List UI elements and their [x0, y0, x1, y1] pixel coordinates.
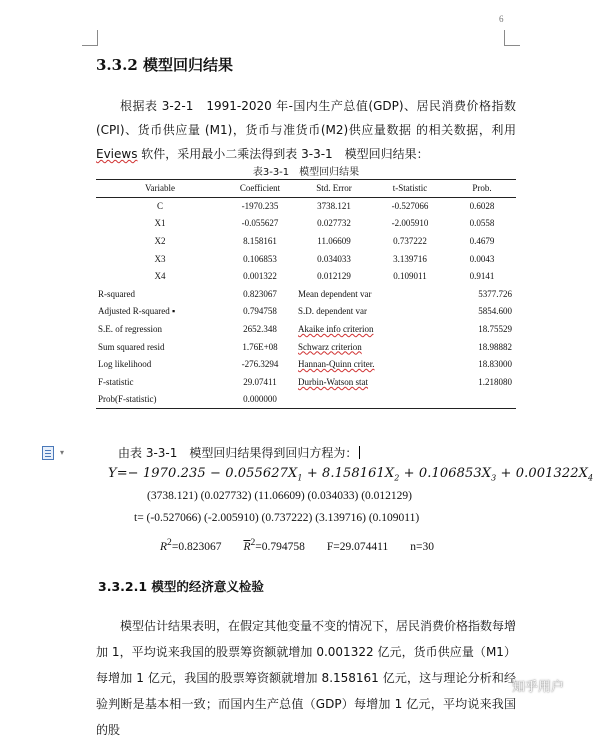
- stat-value: 0.794758: [243, 306, 277, 317]
- equation-intro[interactable]: [118, 444, 360, 461]
- eq-sub3: 3: [491, 473, 497, 483]
- cell-std-error: 11.06609: [317, 236, 351, 247]
- eq-term2: + 8.158161X: [302, 466, 395, 481]
- eq-y: Y: [108, 466, 117, 481]
- cell-variable: X4: [154, 271, 166, 282]
- cell-coefficient: -1970.235: [241, 201, 279, 212]
- equation-fit-stats: [160, 537, 434, 553]
- stat-value: 0.823067: [243, 288, 277, 299]
- stat-name-right: Durbin-Watson stat: [298, 376, 369, 387]
- eq-term4: + 0.001322X: [496, 466, 588, 481]
- cell-std-error: 3738.121: [317, 201, 351, 212]
- adj-r2-value: =0.794758: [255, 540, 305, 553]
- stat-value: 2652.348: [243, 324, 277, 335]
- table-row: [96, 250, 516, 268]
- cell-prob: 0.0558: [469, 218, 495, 229]
- stat-name-right: S.D. dependent var: [298, 306, 367, 317]
- adj-r2-label: $\overline{R}$: [243, 540, 251, 553]
- table-header-row: [96, 180, 516, 198]
- stat-value-right: 18.75529: [478, 324, 512, 335]
- header-prob: Prob.: [472, 183, 492, 194]
- table-row: [96, 267, 516, 285]
- eviews-word: Eviews: [96, 147, 138, 161]
- stat-name: Log likelihood: [98, 359, 152, 370]
- r2-label: R: [160, 540, 168, 553]
- stats-row: [96, 285, 516, 303]
- regression-equation: [108, 466, 593, 483]
- stat-name-right: Akaike info criterion: [298, 324, 374, 335]
- r2-value: =0.823067: [171, 540, 222, 553]
- subsection-heading: 3.3.2.1 模型的经济意义检验: [98, 579, 264, 594]
- stats-row: [96, 338, 516, 356]
- stats-row: [96, 373, 516, 391]
- watermark: 知乎用户: [512, 680, 565, 695]
- cell-std-error: 0.012129: [317, 271, 351, 282]
- stats-row: [96, 303, 516, 321]
- stat-name-right: Hannan-Quinn criter.: [298, 359, 375, 370]
- header-variable: Variable: [145, 183, 175, 194]
- stat-name: Sum squared resid: [98, 341, 165, 352]
- stat-name-right: Mean dependent var: [298, 288, 372, 299]
- header-t-statistic: t-Statistic: [392, 183, 428, 194]
- stat-value-right: 5377.726: [478, 288, 512, 299]
- table-title: 表3-3-1 模型回归结果: [252, 167, 360, 178]
- f-value: F=29.074411: [326, 540, 389, 553]
- stats-row: [96, 355, 516, 373]
- document-icon[interactable]: [42, 446, 54, 460]
- econ-paragraph[interactable]: 模型估计结果表明，在假定其他变量不变的情况下，居民消费价格指数每增加 1，平均说来我国的股票筹资额就增加 0.001322 亿元，货币供应量（M1）每增加 1 亿元，我国的股票筹资额就增加 8.158161 亿元，这与理论分析和经验判断是基本相一致；而国内生产总值（GDP）每增加 1 亿元，平均说来我国的股: [96, 619, 517, 737]
- stat-value: 1.76E+08: [242, 341, 278, 352]
- cell-coefficient: 8.158161: [243, 236, 277, 247]
- stats-row: [96, 320, 516, 338]
- cell-variable: C: [156, 201, 163, 212]
- cell-prob: 0.4679: [469, 236, 495, 247]
- stat-name-right: Schwarz criterion: [298, 341, 362, 352]
- cell-t-statistic: 0.737222: [393, 236, 427, 247]
- stat-name: S.E. of regression: [98, 324, 162, 335]
- stat-value-right: 5854.600: [478, 306, 512, 317]
- header-coefficient: Coefficient: [239, 183, 281, 194]
- adj-r2-sup: 2: [250, 537, 256, 548]
- stat-value-right: 18.98882: [478, 341, 512, 352]
- table-row: [96, 232, 516, 250]
- cell-t-statistic: 0.109011: [393, 271, 427, 282]
- section-heading: 3.3.2 模型回归结果: [96, 56, 233, 74]
- intro-paragraph[interactable]: [96, 94, 516, 166]
- cell-variable: X3: [154, 253, 166, 264]
- cell-coefficient: 0.106853: [243, 253, 277, 264]
- table-row: [96, 197, 516, 215]
- stat-name-right: [296, 391, 448, 409]
- eq-term3: + 0.106853X: [399, 466, 492, 481]
- eq-sub4: 4: [587, 473, 594, 483]
- stat-value-right: 1.218080: [478, 376, 512, 387]
- stat-name: [96, 303, 224, 321]
- cell-variable: X1: [154, 218, 166, 229]
- cell-coefficient: 0.001322: [243, 271, 277, 282]
- stat-value-right: 18.83000: [478, 359, 512, 370]
- crop-mark-top-left: [82, 30, 98, 46]
- equation-std-errors: (3738.121) (0.027732) (11.06609) (0.034033) (0.012129): [147, 490, 412, 502]
- cell-t-statistic: 3.139716: [393, 253, 427, 264]
- header-std-error: Std. Error: [316, 183, 352, 194]
- cell-prob: 0.0043: [469, 253, 495, 264]
- stat-value: 29.07411: [243, 376, 277, 387]
- stats-row: [96, 391, 516, 409]
- eq-sub1: 1: [297, 473, 303, 483]
- cell-t-statistic: -0.527066: [391, 201, 429, 212]
- eq-sub2: 2: [394, 473, 400, 483]
- stat-value: -276.3294: [241, 359, 279, 370]
- table-row: [96, 215, 516, 233]
- equation-intro-text: 由表 3-3-1 模型回归结果得到回归方程为：: [118, 446, 358, 460]
- intro-text-after: 软件，采用最小二乘法得到表 3-3-1 模型回归结果：: [137, 147, 429, 161]
- cell-std-error: 0.027732: [317, 218, 351, 229]
- stat-name: F-statistic: [98, 376, 134, 387]
- cell-coefficient: -0.055627: [241, 218, 279, 229]
- cell-t-statistic: -2.005910: [391, 218, 429, 229]
- stat-value: 0.000000: [243, 394, 277, 405]
- n-value: n=30: [410, 540, 434, 553]
- stat-name: Prob(F-statistic): [98, 394, 157, 405]
- chevron-down-icon[interactable]: ▾: [60, 448, 65, 457]
- regression-table: [96, 179, 516, 409]
- text-cursor: [359, 446, 360, 459]
- stat-value-right: [448, 391, 516, 409]
- stat-name-text: Adjusted R-squared: [98, 306, 170, 317]
- cell-std-error: 0.034033: [317, 253, 351, 264]
- eq-term1: =− 1970.235 − 0.055627X: [116, 466, 298, 481]
- equation-t-stats: t= (-0.527066) (-2.005910) (0.737222) (3.139716) (0.109011): [134, 512, 420, 524]
- cell-variable: X2: [154, 236, 166, 247]
- r2-sup: 2: [167, 537, 172, 548]
- cell-prob: 0.9141: [469, 271, 495, 282]
- adjusted-marker: ▪: [172, 306, 176, 317]
- cell-prob: 0.6028: [469, 201, 495, 212]
- intro-text-before: 根据表 3-2-1 1991-2020 年-国内生产总值(GDP)、居民消费价格指数(CPI)、货币供应量 (M1)，货币与准货币(M2)供应量数据 的相关数据，利用: [96, 99, 516, 137]
- crop-mark-top-right: [504, 30, 520, 46]
- page-number: 6: [499, 14, 504, 24]
- stat-name: R-squared: [98, 288, 135, 299]
